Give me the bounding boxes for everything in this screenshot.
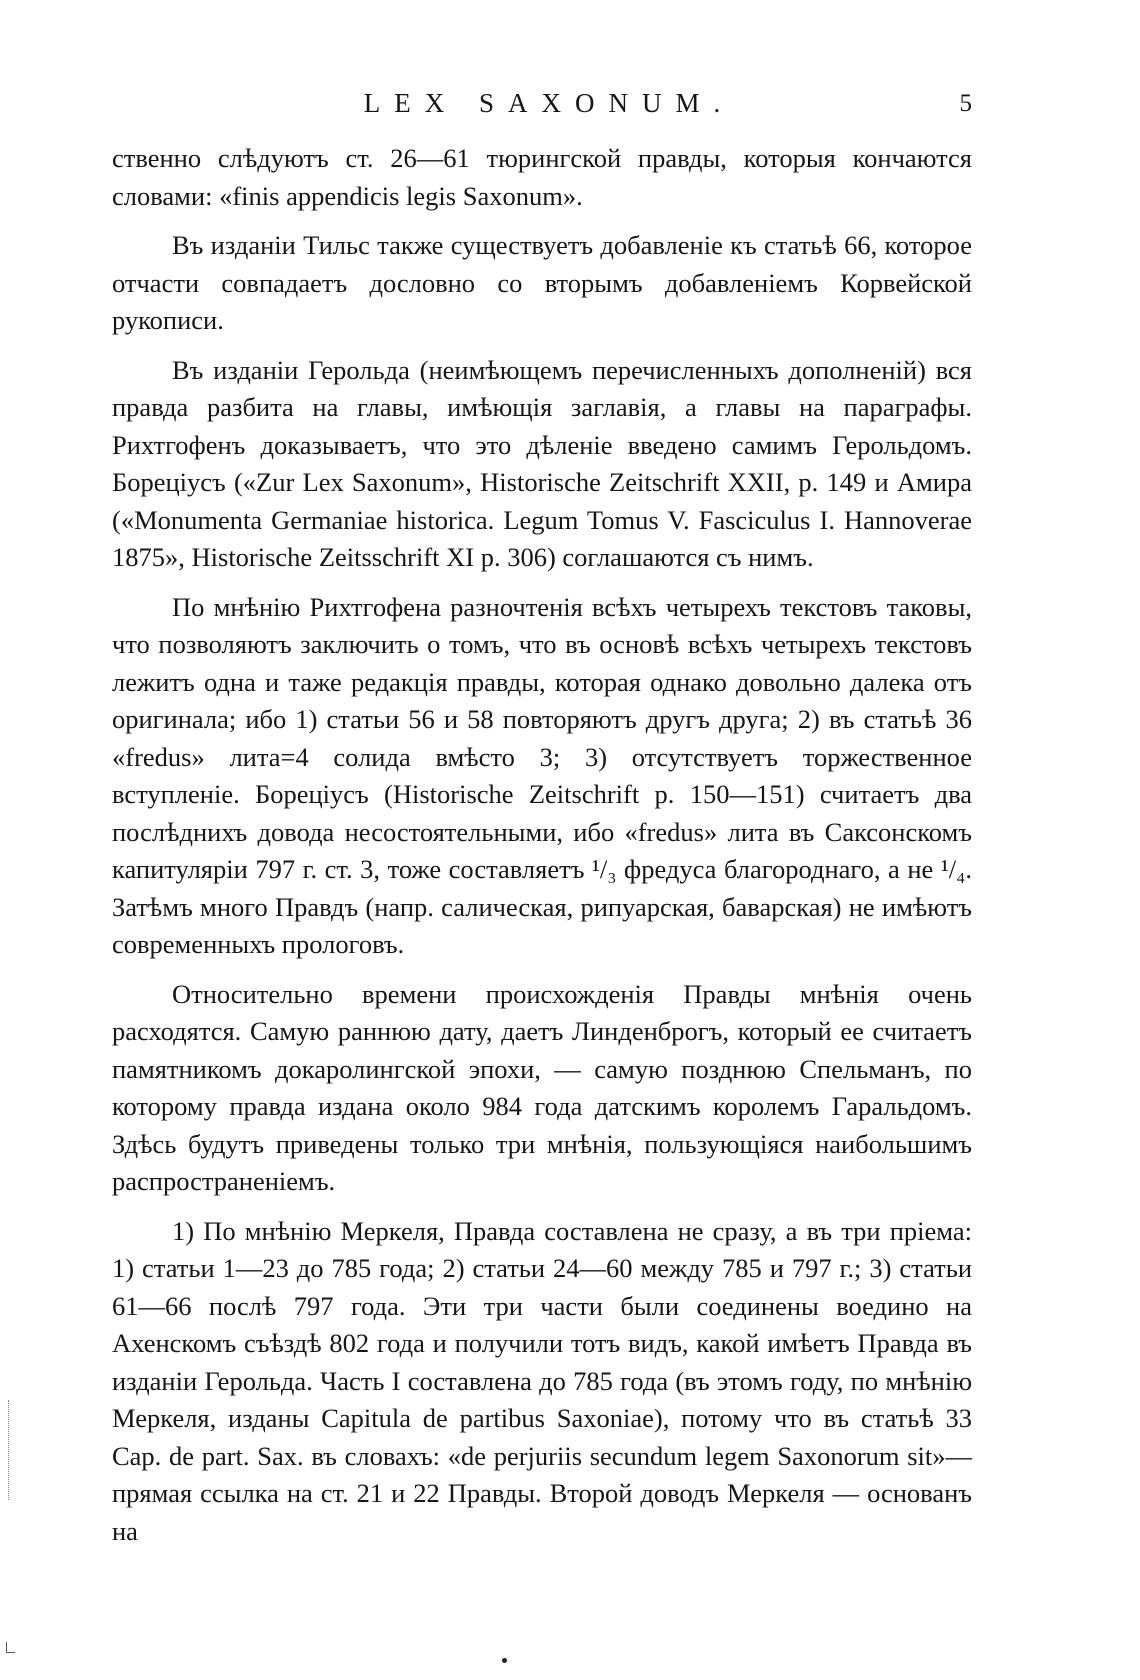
running-title: LEX SAXONUM. <box>363 88 735 118</box>
paragraph-dating-opinions: Относительно времени происхожденія Правды мнѣнія очень расходятся. Самую раннюю дату, даетъ Линденброгъ, который ее считаетъ памятникомъ докаролингской эпохи, — самую позднюю Спельманъ, по которому правда издана около 984 года датскимъ королемъ Гаральдомъ. Здѣсь будутъ приведены только три мнѣнія, пользующіяся наибольшимъ распространеніемъ. <box>112 978 972 1196</box>
body-text <box>112 140 972 1562</box>
running-head <box>112 88 972 128</box>
paragraph-merkel-opinion: 1) По мнѣнію Меркеля, Правда составлена не сразу, а въ три пріема: 1) статьи 1—23 до 785 года; 2) статьи 24—60 между 785 и 797 г.; 3) статьи 61—66 послѣ 797 года. Эти три части были соединены воедино на Ахенскомъ съѣздѣ 802 года и получили тотъ видъ, какой имѣетъ Правда въ изданіи Герольда. Часть I составлена до 785 года (въ этомъ году, по мнѣнію Меркеля, изданы Capitula de partibus Saxoniae), потому что въ статьѣ 33 Cap. de part. Sax. въ словахъ: «de perjuriis secundum legem Saxonorum sit»—прямая ссылка на ст. 21 и 22 Правды. Второй доводъ Меркеля — основанъ на <box>112 1215 972 1546</box>
paragraph-richthofen-opinion: По мнѣнію Рихтгофена разночтенія всѣхъ четырехъ текстовъ таковы, что позволяютъ заключить о томъ, что въ основѣ всѣхъ четырехъ текстовъ лежитъ одна и таже редакція правды, которая однако довольно далека отъ оригинала; ибо 1) статьи 56 и 58 повторяютъ другъ друга; 2) въ статьѣ 36 «fredus» лита=4 солида вмѣсто 3; 3) отсутствуетъ торжественное вступленіе. Борецiусъ (Historische Zeitschrift p. 150—151) считаетъ два послѣднихъ довода несостоятельными, ибо «fredus» лита въ Саксонскомъ капитуляріи 797 г. ст. 3, тоже составляетъ ¹/₃ фредуса благороднаго, а не ¹/₄. Затѣмъ много Правдъ (напр. салическая, рипуарская, баварская) не имѣютъ современныхъ прологовъ. <box>112 591 972 959</box>
scan-corner-mark <box>6 1642 15 1653</box>
paragraph-herold-edition: Въ изданіи Герольда (неимѣющемъ перечисленныхъ дополненій) вся правда разбита на главы, имѣющія заглавія, а главы на параграфы. Рихтгофенъ доказываетъ, что это дѣленіе введено самимъ Герольдомъ. Борецiусъ («Zur Lex Saxonum», Historische Zeitschrift XXII, p. 149 и Амира («Monumenta Germaniae historica. Legum Tomus V. Fasciculus I. Hannoverae 1875», Historische Zeitsschrift XI p. 306) соглашаются съ нимъ. <box>112 354 972 572</box>
page-number: 5 <box>959 90 972 117</box>
scan-speck <box>502 1658 507 1663</box>
paragraph-tilse-edition: Въ изданіи Тильс также существуетъ добавленіе къ статьѣ 66, которое отчасти совпадаетъ дословно со вторымъ добавленіемъ Корвейской рукописи. <box>112 230 972 335</box>
scan-edge-dots <box>8 1400 11 1500</box>
paragraph-continuation: ственно слѣдуютъ ст. 26—61 тюрингской правды, которыя кончаются словами: «finis appendicis legis Saxonum». <box>112 143 972 211</box>
